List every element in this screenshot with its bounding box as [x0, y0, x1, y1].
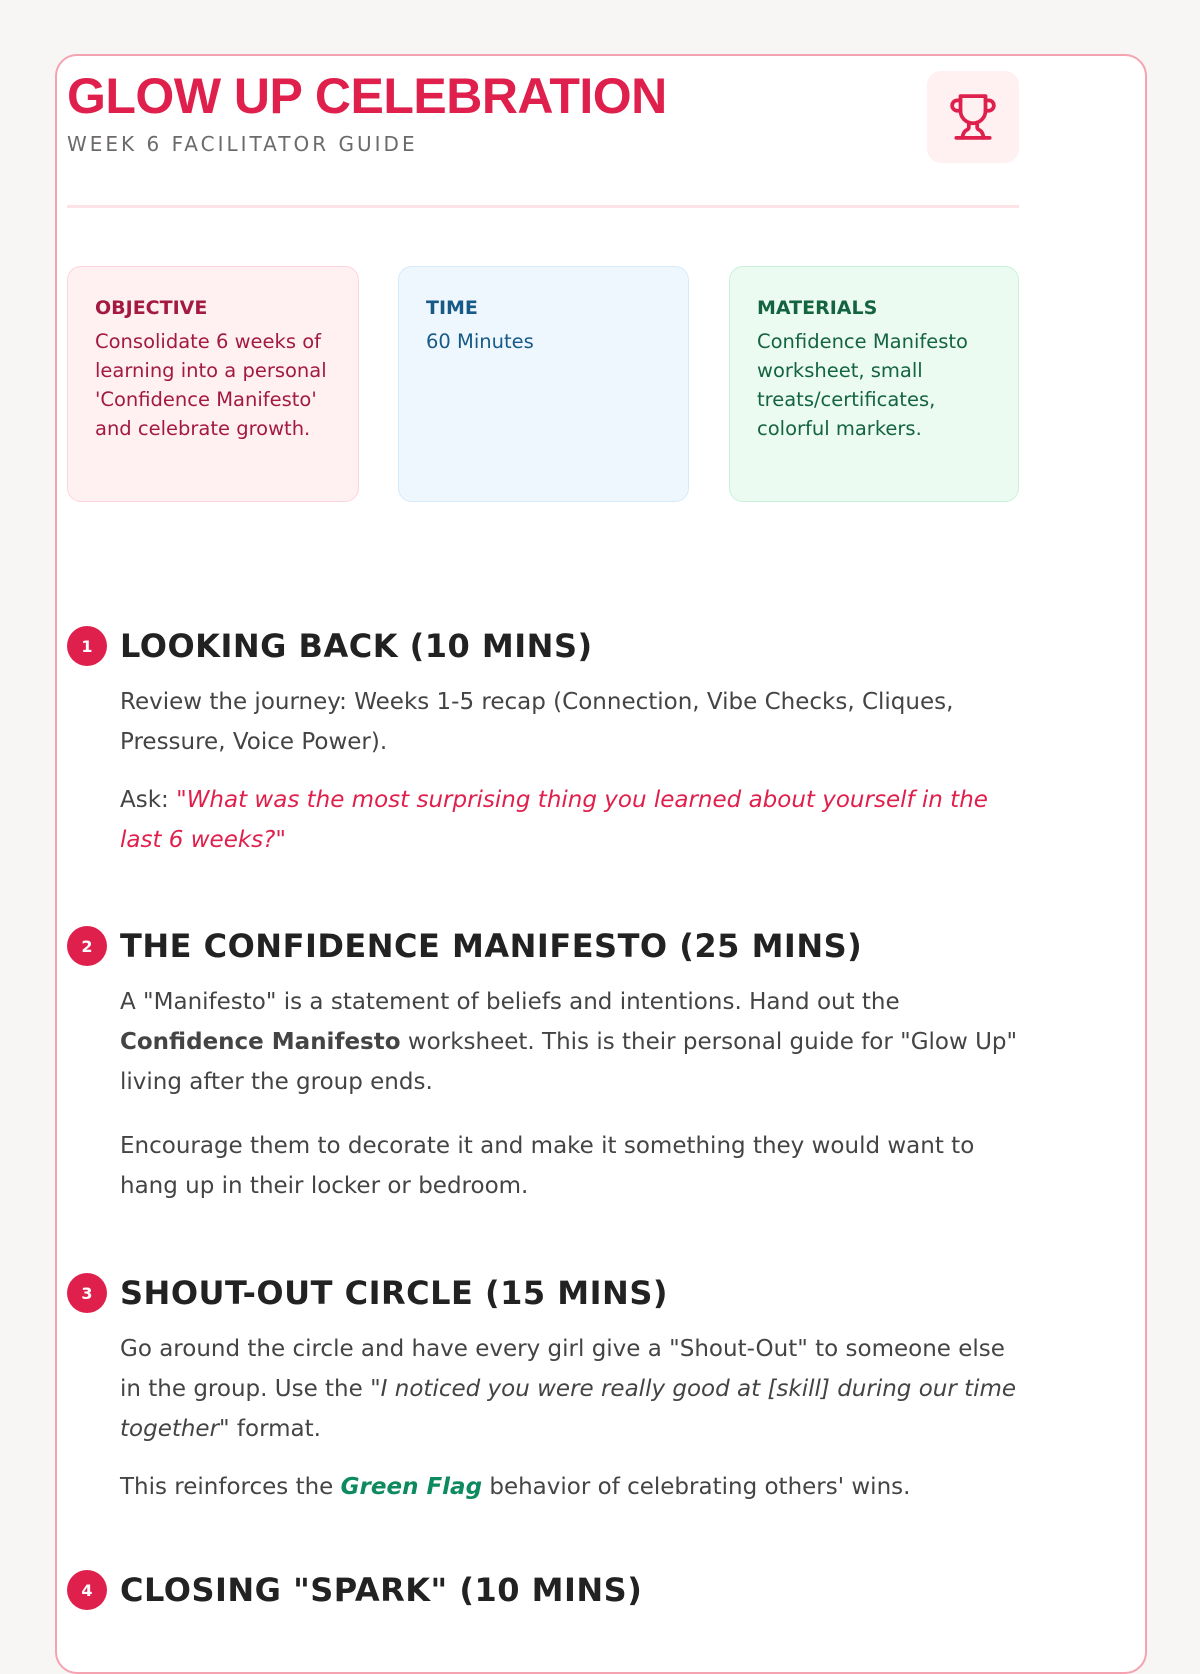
section-body — [120, 1329, 1019, 1507]
section-confidence-manifesto — [67, 922, 1019, 1224]
section-title: LOOKING BACK (10 MINS) — [120, 627, 593, 665]
shout-out-format: "I noticed you were really good at [skill] during our time together" — [120, 1376, 1017, 1442]
section-body — [120, 682, 1019, 860]
section-heading — [67, 622, 1019, 670]
trophy-icon — [948, 92, 998, 142]
materials-label: MATERIALS — [757, 297, 878, 319]
objective-text: Consolidate 6 weeks of learning into a personal 'Confidence Manifesto' and celebrate growth. — [95, 330, 327, 440]
section-title: SHOUT-OUT CIRCLE (15 MINS) — [120, 1274, 668, 1312]
text-run: worksheet. This is their personal guide for "Glow Up" living after the group ends. — [120, 1029, 1018, 1095]
section-heading — [67, 1566, 1019, 1614]
page-subtitle: WEEK 6 FACILITATOR GUIDE — [67, 132, 418, 156]
time-label: TIME — [426, 297, 478, 319]
section-shout-out-circle — [67, 1269, 1019, 1525]
section-paragraph: Encourage them to decorate it and make it something they would want to hang up in their locker or bedroom. — [120, 1133, 975, 1199]
step-number-badge: 1 — [67, 626, 107, 666]
section-paragraph — [120, 1467, 1019, 1507]
materials-text: Confidence Manifesto worksheet, small treats/certificates, colorful markers. — [757, 330, 968, 440]
objective-card — [67, 266, 359, 502]
section-looking-back — [67, 622, 1019, 878]
page-title: GLOW UP CELEBRATION — [67, 68, 667, 124]
section-paragraph — [120, 1329, 1019, 1449]
green-flag-term: Green Flag — [340, 1474, 483, 1500]
step-number-badge: 4 — [67, 1570, 107, 1610]
ask-prefix: Ask: — [120, 787, 177, 813]
text-run: A "Manifesto" is a statement of beliefs and intentions. Hand out the — [120, 989, 900, 1015]
time-text: 60 Minutes — [426, 330, 534, 353]
section-body — [120, 982, 1019, 1206]
step-number-badge: 3 — [67, 1273, 107, 1313]
section-paragraph: Review the journey: Weeks 1-5 recap (Connection, Vibe Checks, Cliques, Pressure, Voice Power). — [120, 689, 954, 755]
objective-label: OBJECTIVE — [95, 297, 208, 319]
section-title: CLOSING "SPARK" (10 MINS) — [120, 1571, 643, 1609]
info-cards — [67, 266, 1019, 502]
ask-quote: "What was the most surprising thing you learned about yourself in the last 6 weeks?" — [120, 787, 988, 853]
worksheet-name: Confidence Manifesto — [120, 1029, 401, 1055]
text-run: format. — [229, 1416, 321, 1442]
section-closing-spark — [67, 1566, 1019, 1614]
text-run: This reinforces the — [120, 1474, 341, 1500]
trophy-badge — [927, 71, 1019, 163]
section-heading — [67, 922, 1019, 970]
section-title: THE CONFIDENCE MANIFESTO (25 MINS) — [120, 927, 863, 965]
section-paragraph — [120, 982, 1019, 1102]
time-card — [398, 266, 689, 502]
page-header — [67, 68, 1019, 208]
ask-paragraph — [120, 780, 1019, 860]
text-run: behavior of celebrating others' wins. — [482, 1474, 911, 1500]
section-heading — [67, 1269, 1019, 1317]
step-number-badge: 2 — [67, 926, 107, 966]
materials-card — [729, 266, 1019, 502]
text-run: Go around the circle and have every girl give a "Shout-Out" to someone else in the group. Use the — [120, 1336, 1005, 1402]
